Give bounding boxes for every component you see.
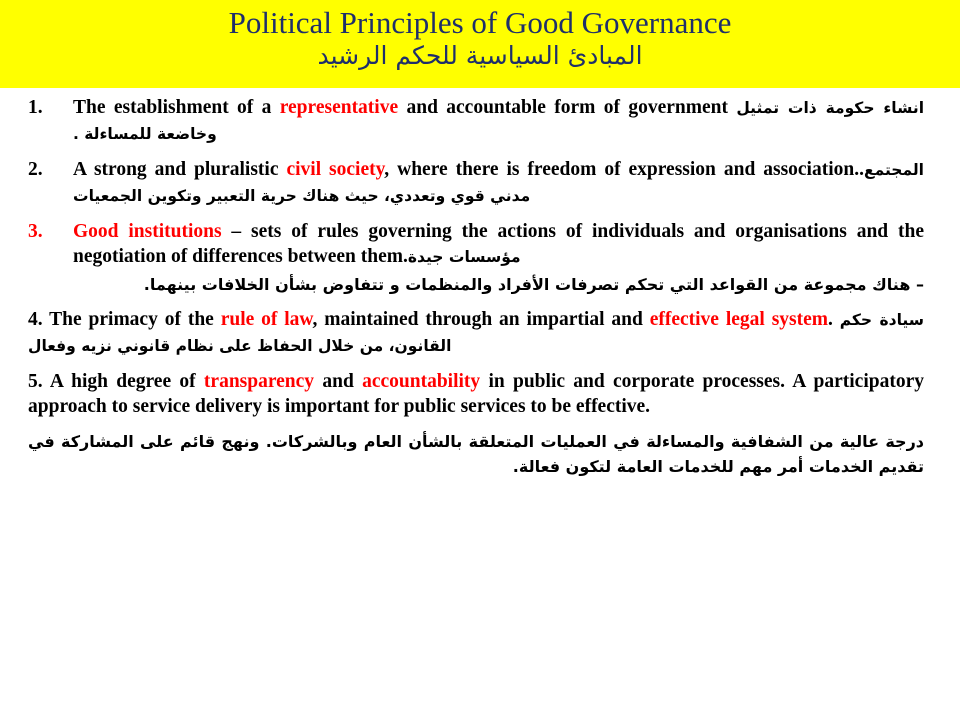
principle-1-highlight: representative <box>279 97 399 118</box>
title-banner <box>0 0 960 88</box>
principle-1-number: 1. <box>28 97 43 118</box>
principle-5-highlight-b: accountability <box>362 371 481 392</box>
principle-2-number: 2. <box>28 159 43 180</box>
principle-2-text-b: , where there is freedom of expression and association.. <box>384 159 864 180</box>
principle-4-text-b: , maintained through an impartial and <box>312 309 650 330</box>
principle-4-highlight-b: effective legal system <box>649 309 829 330</box>
principle-4 <box>28 307 924 359</box>
principle-3-arabic: مؤسسات جيدة <box>407 248 521 266</box>
principle-3-highlight: Good institutions <box>73 221 222 242</box>
slide-title-english: Political Principles of Good Governance <box>228 5 732 40</box>
principle-3-arabic-explanation: – هناك مجموعة من القواعد التي تحكم تصرفات الأفراد والمنظمات و تتفاوض بشأن الخلافات بينهما. <box>143 275 924 294</box>
principle-1-text-b: and accountable form of government <box>398 97 737 118</box>
principle-5-text-c: in public and corporate processes. A participatory approach to service delivery is important for public services to be effective. <box>28 371 924 417</box>
slide-title-arabic: المبادئ السياسية للحكم الرشيد <box>317 41 643 70</box>
principle-2-arabic: المجتمع مدني قوي وتعددي، حيث هناك حرية التعبير وتكوين الجمعيات <box>73 161 924 205</box>
principle-4-arabic: سيادة حكم القانون، من خلال الحفاظ على نظام قانوني نزيه وفعال <box>28 311 924 355</box>
principle-4-text-a: 4. The primacy of the <box>28 309 221 330</box>
principle-5-text-b: and <box>314 371 363 392</box>
principle-2-text-a: A strong and pluralistic <box>73 159 287 180</box>
principle-1-arabic: انشاء حكومة ذات تمثيل وخاضعة للمساءلة . <box>73 99 925 143</box>
principle-5 <box>28 369 924 419</box>
principle-4-highlight-a: rule of law <box>220 309 313 330</box>
principle-4-text-c: . <box>828 309 840 330</box>
principle-2-highlight: civil society <box>286 159 385 180</box>
principle-1-text-a: The establishment of a <box>73 97 280 118</box>
principle-5-arabic: درجة عالية من الشفافية والمساءلة في العمليات المتعلقة بالشأن العام وبالشركات. ونهج قائم على المشاركة في تقديم الخدمات أمر مهم للخدمات العامة لتكون فعالة. <box>28 432 924 476</box>
principle-5-text-a: 5. A high degree of <box>28 371 204 392</box>
principle-1 <box>28 95 924 147</box>
principle-3 <box>28 219 924 270</box>
slide-body <box>28 95 924 489</box>
principle-3-number: 3. <box>28 221 43 242</box>
principle-3-text: – sets of rules governing the actions of individuals and organisations and the negotiation of differences between them. <box>73 221 924 267</box>
principle-2 <box>28 157 924 209</box>
principle-5-highlight-a: transparency <box>203 371 315 392</box>
